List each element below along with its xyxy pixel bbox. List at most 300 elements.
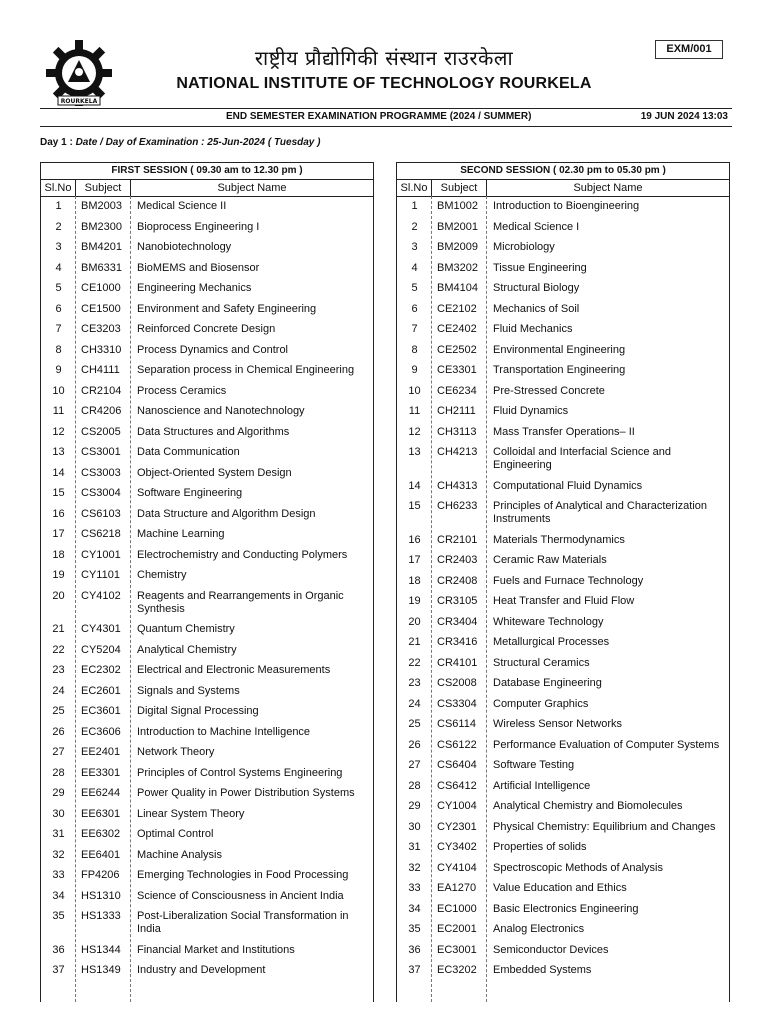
subject-name: Reinforced Concrete Design (137, 323, 276, 335)
subject-code: CR2104 (81, 384, 122, 397)
table-row (41, 221, 373, 234)
table-row (41, 828, 373, 841)
subject-code: CE3301 (437, 364, 477, 376)
sl-no: 4 (55, 261, 62, 274)
sl-no: 3 (411, 241, 418, 253)
sl-no: 6 (411, 302, 418, 315)
subject-name: Mechanics of Soil (493, 302, 580, 315)
subject-name: Fluid Dynamics (493, 405, 569, 417)
subject-name: Analog Electronics (493, 923, 585, 936)
sl-no: 15 (52, 487, 65, 499)
subject-name: Medical Science II (137, 200, 227, 212)
subject-code: CY4104 (437, 861, 477, 874)
table-row (41, 808, 373, 821)
sl-no: 7 (411, 323, 418, 335)
subject-name: Data Structures and Algorithms (137, 425, 290, 438)
subject-code: CH4111 (81, 364, 120, 376)
sl-no: 14 (52, 466, 65, 479)
table-row (397, 595, 729, 608)
sl-no: 36 (408, 943, 421, 956)
subject-code: BM2009 (437, 241, 478, 253)
table-row (41, 344, 373, 357)
sl-no: 20 (408, 615, 421, 628)
table-row (41, 705, 373, 718)
sl-no: 25 (408, 718, 421, 731)
second-session-table (396, 162, 730, 1002)
subject-name: Environmental Engineering (493, 343, 626, 356)
sl-no: 33 (408, 882, 421, 895)
table-row (41, 644, 373, 657)
subject-name: Computer Graphics (493, 697, 589, 710)
subject-code: BM2001 (437, 220, 478, 233)
subject-code: CS2008 (437, 677, 477, 690)
subject-code: EC3202 (437, 964, 477, 977)
col-subject-name: Subject Name (217, 182, 287, 194)
sl-no: 6 (55, 302, 62, 315)
sl-no: 26 (52, 725, 65, 738)
subject-name: Semiconductor Devices (493, 943, 609, 956)
subject-name: Computational Fluid Dynamics (493, 479, 643, 492)
programme-title: END SEMESTER EXAMINATION PROGRAMME (2024 / SUMMER) (226, 111, 532, 122)
table-row (41, 487, 373, 500)
sl-no: 16 (408, 533, 421, 546)
table-row (41, 528, 373, 541)
sl-no: 10 (52, 384, 65, 397)
sl-no: 35 (52, 910, 65, 923)
subject-name: Process Dynamics and Control (137, 343, 289, 356)
table-row (397, 221, 729, 234)
subject-name: Heat Transfer and Fluid Flow (493, 595, 635, 608)
table-row (397, 616, 729, 629)
table-row (41, 303, 373, 316)
table-row (397, 364, 729, 377)
subject-code: CR3416 (437, 636, 478, 649)
sl-no: 16 (52, 507, 65, 520)
table-row (397, 200, 729, 213)
sl-no: 26 (408, 738, 421, 751)
exam-date: Date / Day of Examination : 25-Jun-2024 ( Tuesday ) (75, 137, 321, 148)
sl-no: 10 (408, 384, 421, 397)
subject-code: CY1004 (437, 800, 477, 813)
sl-no: 8 (411, 343, 418, 356)
sl-no: 28 (52, 766, 65, 779)
subject-code: CE1000 (81, 282, 121, 294)
col-slno: Sl.No (41, 180, 76, 196)
table-row (41, 508, 373, 521)
day-line (40, 137, 320, 148)
subject-code: EE2401 (81, 746, 121, 759)
subject-code: CY2301 (437, 820, 477, 833)
subject-name: Introduction to Machine Intelligence (137, 725, 311, 738)
sl-no: 14 (408, 479, 421, 492)
second-session-title: SECOND SESSION ( 02.30 pm to 05.30 pm ) (397, 163, 729, 180)
table-row (397, 534, 729, 547)
institute-title-hindi: राष्ट्रीय प्रौद्योगिकी संस्थान राउरकेला (254, 46, 514, 70)
subject-name: Medical Science I (493, 220, 580, 233)
sl-no: 4 (411, 261, 418, 274)
table-row (41, 549, 373, 562)
table-row (397, 862, 729, 875)
subject-code: CY1001 (81, 548, 121, 561)
table-row (397, 964, 729, 977)
subject-name: Analytical Chemistry and Biomolecules (493, 800, 683, 813)
sl-no: 17 (52, 528, 65, 540)
subject-code: CE2102 (437, 302, 477, 315)
subject-name: Fuels and Furnace Technology (493, 574, 644, 587)
subject-code: BM2003 (81, 200, 122, 212)
subject-name: Embedded Systems (493, 964, 592, 977)
subject-name: Database Engineering (493, 677, 602, 690)
subject-code: CY4301 (81, 623, 121, 636)
table-row (397, 636, 729, 649)
subject-name: Machine Analysis (137, 848, 222, 861)
subject-name: Spectroscopic Methods of Analysis (493, 861, 663, 874)
subject-name: Materials Thermodynamics (493, 533, 625, 546)
subject-code: CE6234 (437, 384, 477, 397)
table-row (397, 780, 729, 793)
table-row (397, 923, 729, 936)
subject-name: Object-Oriented System Design (137, 466, 292, 479)
subject-code: CR3105 (437, 595, 478, 608)
subject-code: CE2502 (437, 343, 477, 356)
subject-code: EE6401 (81, 848, 121, 861)
subject-code: CS6114 (437, 718, 476, 731)
subject-name: Whiteware Technology (493, 615, 604, 628)
sl-no: 18 (52, 548, 65, 561)
table-row (41, 664, 373, 677)
table-row (41, 890, 373, 903)
subject-name: Electrical and Electronic Measurements (137, 664, 331, 677)
subject-name: Ceramic Raw Materials (493, 554, 607, 567)
sl-no: 12 (408, 425, 421, 438)
subject-code: HS1310 (81, 889, 121, 902)
first-session-title: FIRST SESSION ( 09.30 am to 12.30 pm ) (41, 163, 373, 180)
second-session-column-header (397, 180, 729, 197)
sl-no: 19 (52, 569, 65, 581)
header-rule-bottom (40, 126, 732, 127)
subject-code: CR4206 (81, 405, 122, 417)
sl-no: 13 (52, 446, 65, 458)
subject-code: EC1000 (437, 902, 477, 915)
subject-code: CH4313 (437, 479, 478, 492)
sl-no: 11 (52, 405, 65, 417)
sl-no: 23 (408, 677, 421, 690)
subject-code: EC2302 (81, 664, 121, 677)
sl-no: 21 (52, 623, 65, 636)
sl-no: 12 (52, 425, 65, 438)
subject-name: Software Testing (493, 759, 575, 772)
subject-code: EE6301 (81, 807, 121, 820)
subject-code: CR2403 (437, 554, 478, 567)
subject-name: BioMEMS and Biosensor (137, 261, 260, 274)
sl-no: 17 (408, 554, 421, 567)
first-session-table (40, 162, 374, 1002)
sl-no: 32 (52, 848, 65, 861)
table-row (397, 841, 729, 854)
table-row (41, 200, 373, 213)
subject-code: CS3304 (437, 697, 477, 710)
subject-code: EE3301 (81, 766, 121, 779)
subject-name: Data Structure and Algorithm Design (137, 507, 316, 520)
subject-name: Principles of Control Systems Engineering (137, 766, 343, 779)
table-row (397, 800, 729, 813)
subject-name: Engineering Mechanics (137, 282, 252, 294)
sl-no: 30 (408, 820, 421, 833)
subject-code: CY3402 (437, 841, 477, 854)
subject-name: Structural Ceramics (493, 656, 590, 669)
subject-code: CS6404 (437, 759, 477, 772)
sl-no: 37 (52, 964, 65, 977)
subject-code: CE1500 (81, 302, 121, 315)
table-row (41, 849, 373, 862)
institute-title: NATIONAL INSTITUTE OF TECHNOLOGY ROURKELA (176, 75, 592, 92)
sl-no: 2 (55, 220, 62, 233)
subject-name: Reagents and Rearrangements in Organic Synthesis (137, 589, 344, 615)
table-row (397, 344, 729, 357)
table-row (397, 426, 729, 439)
table-row (397, 575, 729, 588)
sl-no: 1 (411, 200, 418, 212)
subject-name: Network Theory (137, 746, 215, 759)
subject-code: CH3113 (437, 425, 477, 438)
subject-name: Artificial Intelligence (493, 779, 591, 792)
subject-code: CS6103 (81, 507, 121, 520)
subject-code: EE6244 (81, 787, 121, 800)
sl-no: 24 (408, 697, 421, 710)
subject-name: Mass Transfer Operations– II (493, 425, 635, 438)
sl-no: 36 (52, 943, 65, 956)
sl-no: 30 (52, 807, 65, 820)
subject-code: BM1002 (437, 200, 478, 212)
subject-code: HS1344 (81, 943, 121, 956)
subject-code: EA1270 (437, 882, 477, 895)
table-row (41, 385, 373, 398)
subject-code: CH6233 (437, 500, 478, 513)
subject-name: Wireless Sensor Networks (493, 718, 622, 731)
sl-no: 31 (408, 841, 421, 854)
table-row (397, 241, 729, 254)
subject-name: Digital Signal Processing (137, 705, 259, 718)
subject-code: FP4206 (81, 869, 120, 882)
sl-no: 29 (408, 800, 421, 813)
subject-name: Principles of Analytical and Characterization Instruments (493, 500, 708, 526)
table-row (397, 882, 729, 895)
subject-code: EC3606 (81, 725, 121, 738)
sl-no: 9 (411, 364, 418, 376)
second-session-rows (397, 196, 729, 1002)
sl-no: 37 (408, 964, 421, 977)
subject-code: CS6218 (81, 528, 121, 540)
first-session-column-header (41, 180, 373, 197)
sl-no: 32 (408, 861, 421, 874)
subject-code: CS6122 (437, 738, 477, 751)
subject-code: CE2402 (437, 323, 477, 335)
subject-name: Optimal Control (137, 828, 214, 841)
sl-no: 27 (52, 746, 65, 759)
table-row (397, 718, 729, 731)
subject-code: BM3202 (437, 261, 478, 274)
table-row (41, 685, 373, 698)
subject-code: EC3001 (437, 943, 477, 956)
subject-name: Nanobiotechnology (137, 241, 232, 253)
sl-no: 15 (408, 500, 421, 513)
subject-code: CY5204 (81, 643, 121, 656)
sl-no: 3 (55, 241, 62, 253)
sl-no: 21 (408, 636, 421, 649)
sl-no: 34 (408, 902, 421, 915)
table-row (41, 767, 373, 780)
subject-code: CS6412 (437, 779, 477, 792)
subject-code: EC2001 (437, 923, 477, 936)
sl-no: 33 (52, 869, 65, 882)
table-row (397, 480, 729, 493)
subject-name: Software Engineering (137, 487, 243, 499)
sl-no: 23 (52, 664, 65, 677)
subject-code: EC2601 (81, 684, 121, 697)
sl-no: 8 (55, 343, 62, 356)
subject-name: Electrochemistry and Conducting Polymers (137, 548, 348, 561)
table-row (41, 869, 373, 882)
subject-name: Basic Electronics Engineering (493, 902, 639, 915)
table-row (397, 303, 729, 316)
subject-name: Power Quality in Power Distribution Systems (137, 787, 355, 800)
subject-name: Emerging Technologies in Food Processing (137, 869, 349, 882)
sl-no: 5 (55, 282, 62, 294)
first-session-rows (41, 196, 373, 1002)
subject-code: BM4104 (437, 282, 478, 294)
subject-code: CS3003 (81, 466, 121, 479)
subject-name: Data Communication (137, 446, 240, 458)
subject-code: CH2111 (437, 405, 476, 417)
subject-name: Chemistry (137, 569, 187, 581)
table-row (397, 739, 729, 752)
sl-no: 7 (55, 323, 62, 335)
table-row (41, 405, 373, 418)
table-row (41, 323, 373, 336)
subject-code: CR2101 (437, 533, 478, 546)
subject-name: Fluid Mechanics (493, 323, 573, 335)
subject-code: BM2300 (81, 220, 122, 233)
subject-name: Tissue Engineering (493, 261, 587, 274)
day-label: Day 1 : (40, 137, 76, 148)
table-row (397, 677, 729, 690)
sl-no: 9 (55, 364, 62, 376)
table-row (41, 590, 373, 616)
subject-code: CY4102 (81, 589, 121, 602)
table-row (397, 405, 729, 418)
subject-code: BM6331 (81, 261, 122, 274)
table-row (41, 262, 373, 275)
subject-name: Signals and Systems (137, 684, 240, 697)
subject-name: Nanoscience and Nanotechnology (137, 405, 305, 417)
sl-no: 1 (55, 200, 62, 212)
table-row (397, 698, 729, 711)
subject-code: HS1349 (81, 964, 121, 977)
subject-name: Pre-Stressed Concrete (493, 384, 605, 397)
subject-name: Transportation Engineering (493, 364, 626, 376)
sl-no: 34 (52, 889, 65, 902)
subject-code: CH4213 (437, 446, 478, 458)
logo-caption: ROURKELA (60, 98, 98, 105)
table-row (41, 746, 373, 759)
subject-code: CS3004 (81, 487, 121, 499)
table-row (397, 903, 729, 916)
subject-code: CS2005 (81, 425, 121, 438)
programme-datetime: 19 JUN 2024 13:03 (640, 111, 728, 122)
table-row (41, 282, 373, 295)
subject-name: Post-Liberalization Social Transformation in India (137, 910, 349, 936)
table-row (41, 364, 373, 377)
subject-code: CS3001 (81, 446, 121, 458)
table-row (397, 554, 729, 567)
sl-no: 31 (52, 828, 65, 841)
subject-name: Metallurgical Processes (493, 636, 610, 649)
subject-code: HS1333 (81, 910, 121, 923)
subject-name: Analytical Chemistry (137, 643, 237, 656)
subject-name: Linear System Theory (137, 807, 245, 820)
table-row (41, 569, 373, 582)
subject-code: CR3404 (437, 615, 478, 628)
subject-name: Introduction to Bioengineering (493, 200, 640, 212)
subject-name: Financial Market and Institutions (137, 943, 295, 956)
sl-no: 13 (408, 446, 421, 458)
subject-name: Quantum Chemistry (137, 623, 235, 636)
subject-name: Value Education and Ethics (493, 882, 627, 895)
sl-no: 24 (52, 684, 65, 697)
table-row (397, 446, 729, 472)
table-row (41, 241, 373, 254)
subject-code: CY1101 (81, 569, 120, 581)
sl-no: 35 (408, 923, 421, 936)
subject-code: EE6302 (81, 828, 121, 841)
table-row (397, 385, 729, 398)
table-row (41, 944, 373, 957)
subject-name: Structural Biology (493, 282, 580, 294)
table-row (397, 323, 729, 336)
subject-name: Industry and Development (137, 964, 266, 977)
table-row (41, 964, 373, 977)
table-row (41, 910, 373, 936)
sl-no: 20 (52, 589, 65, 602)
subject-name: Science of Consciousness in Ancient India (137, 889, 344, 902)
sl-no: 18 (408, 574, 421, 587)
table-row (397, 759, 729, 772)
sl-no: 19 (408, 595, 421, 608)
subject-name: Process Ceramics (137, 384, 227, 397)
table-row (397, 944, 729, 957)
sl-no: 28 (408, 779, 421, 792)
table-row (397, 500, 729, 526)
document-code: EXM/001 (655, 40, 723, 59)
subject-code: CH3310 (81, 343, 122, 356)
table-row (397, 262, 729, 275)
subject-code: BM4201 (81, 241, 122, 253)
col-slno: Sl.No (397, 180, 432, 196)
col-subject: Subject (76, 180, 131, 196)
subject-name: Performance Evaluation of Computer Systems (493, 738, 720, 751)
subject-name: Properties of solids (493, 841, 587, 854)
sl-no: 22 (408, 656, 421, 669)
subject-code: EC3601 (81, 705, 121, 718)
subject-name: Machine Learning (137, 528, 225, 540)
table-row (41, 426, 373, 439)
table-row (41, 787, 373, 800)
subject-name: Physical Chemistry: Equilibrium and Changes (493, 820, 716, 833)
col-subject-name: Subject Name (573, 182, 643, 194)
sl-no: 25 (52, 705, 65, 718)
col-subject: Subject (432, 180, 487, 196)
table-row (41, 446, 373, 459)
